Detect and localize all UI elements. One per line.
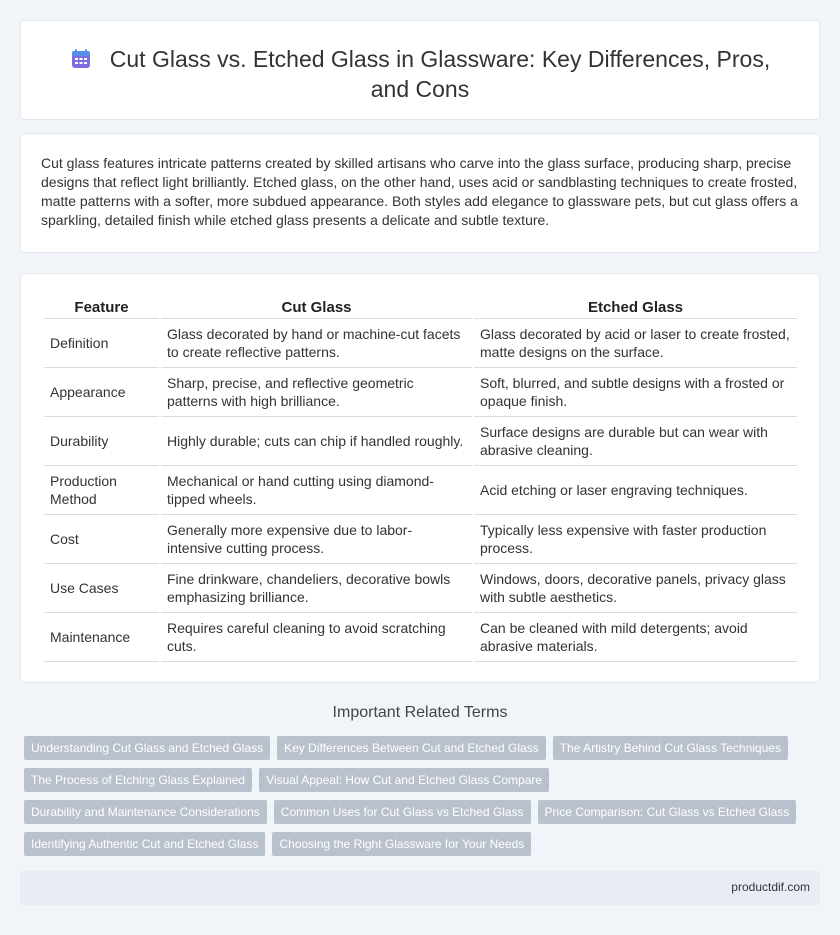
header-etched-glass: Etched Glass (474, 297, 797, 319)
related-term-link[interactable]: The Artistry Behind Cut Glass Techniques (553, 736, 788, 760)
etched-glass-cell: Can be cleaned with mild detergents; avoid abrasive materials. (474, 613, 797, 662)
cut-glass-cell: Highly durable; cuts can chip if handled roughly. (161, 417, 472, 466)
table-row (44, 515, 797, 564)
header-cut-glass: Cut Glass (161, 297, 472, 319)
table-row (44, 564, 797, 613)
feature-cell: Appearance (44, 368, 159, 417)
related-term-link[interactable]: Choosing the Right Glassware for Your Needs (272, 832, 531, 856)
cut-glass-cell: Mechanical or hand cutting using diamond-tipped wheels. (161, 466, 472, 515)
comparison-table (42, 297, 799, 662)
related-term-link[interactable]: Common Uses for Cut Glass vs Etched Glass (274, 800, 531, 824)
feature-cell: Use Cases (44, 564, 159, 613)
cut-glass-cell: Fine drinkware, chandeliers, decorative bowls emphasizing brilliance. (161, 564, 472, 613)
etched-glass-cell: Surface designs are durable but can wear with abrasive cleaning. (474, 417, 797, 466)
page-title-text: Cut Glass vs. Etched Glass in Glassware: Key Differences, Pros, and Cons (109, 46, 771, 102)
cut-glass-cell: Sharp, precise, and reflective geometric patterns with high brilliance. (161, 368, 472, 417)
title-card (20, 20, 820, 120)
intro-card (20, 133, 820, 253)
related-term-link[interactable]: Key Differences Between Cut and Etched Glass (277, 736, 546, 760)
footer (20, 871, 820, 905)
table-row (44, 319, 797, 368)
related-terms-list (24, 736, 804, 864)
feature-cell: Definition (44, 319, 159, 368)
related-term-link[interactable]: Durability and Maintenance Considerations (24, 800, 267, 824)
table-row (44, 466, 797, 515)
feature-cell: Production Method (44, 466, 159, 515)
table-header-row (44, 297, 797, 319)
etched-glass-cell: Glass decorated by acid or laser to create frosted, matte designs on the surface. (474, 319, 797, 368)
related-term-link[interactable]: Visual Appeal: How Cut and Etched Glass Compare (259, 768, 549, 792)
table-row (44, 368, 797, 417)
related-terms-title: Important Related Terms (332, 704, 508, 721)
etched-glass-cell: Windows, doors, decorative panels, privacy glass with subtle aesthetics. (474, 564, 797, 613)
comparison-card (20, 273, 820, 683)
etched-glass-cell: Soft, blurred, and subtle designs with a frosted or opaque finish. (474, 368, 797, 417)
feature-cell: Durability (44, 417, 159, 466)
header-feature: Feature (44, 297, 159, 319)
page-title (61, 44, 779, 104)
table-row (44, 613, 797, 662)
related-term-link[interactable]: Identifying Authentic Cut and Etched Glass (24, 832, 265, 856)
feature-cell: Maintenance (44, 613, 159, 662)
intro-paragraph: Cut glass features intricate patterns created by skilled artisans who carve into the glass surface, producing sharp, precise designs that reflect light brilliantly. Etched glass, on the other hand, uses acid or sandblasting techniques to create frosted, matte patterns with a softer, more subdued appearance. Both styles add elegance to glassware pets, but cut glass offers a sparkling, detailed finish while etched glass presents a delicate and subtle texture. (41, 155, 798, 228)
cut-glass-cell: Glass decorated by hand or machine-cut facets to create reflective patterns. (161, 319, 472, 368)
calendar-icon (70, 48, 92, 70)
feature-cell: Cost (44, 515, 159, 564)
related-term-link[interactable]: Understanding Cut Glass and Etched Glass (24, 736, 270, 760)
cut-glass-cell: Requires careful cleaning to avoid scratching cuts. (161, 613, 472, 662)
table-row (44, 417, 797, 466)
etched-glass-cell: Typically less expensive with faster production process. (474, 515, 797, 564)
etched-glass-cell: Acid etching or laser engraving techniques. (474, 466, 797, 515)
related-term-link[interactable]: Price Comparison: Cut Glass vs Etched Glass (538, 800, 797, 824)
cut-glass-cell: Generally more expensive due to labor-intensive cutting process. (161, 515, 472, 564)
footer-site[interactable]: productdif.com (731, 880, 810, 894)
related-term-link[interactable]: The Process of Etching Glass Explained (24, 768, 252, 792)
